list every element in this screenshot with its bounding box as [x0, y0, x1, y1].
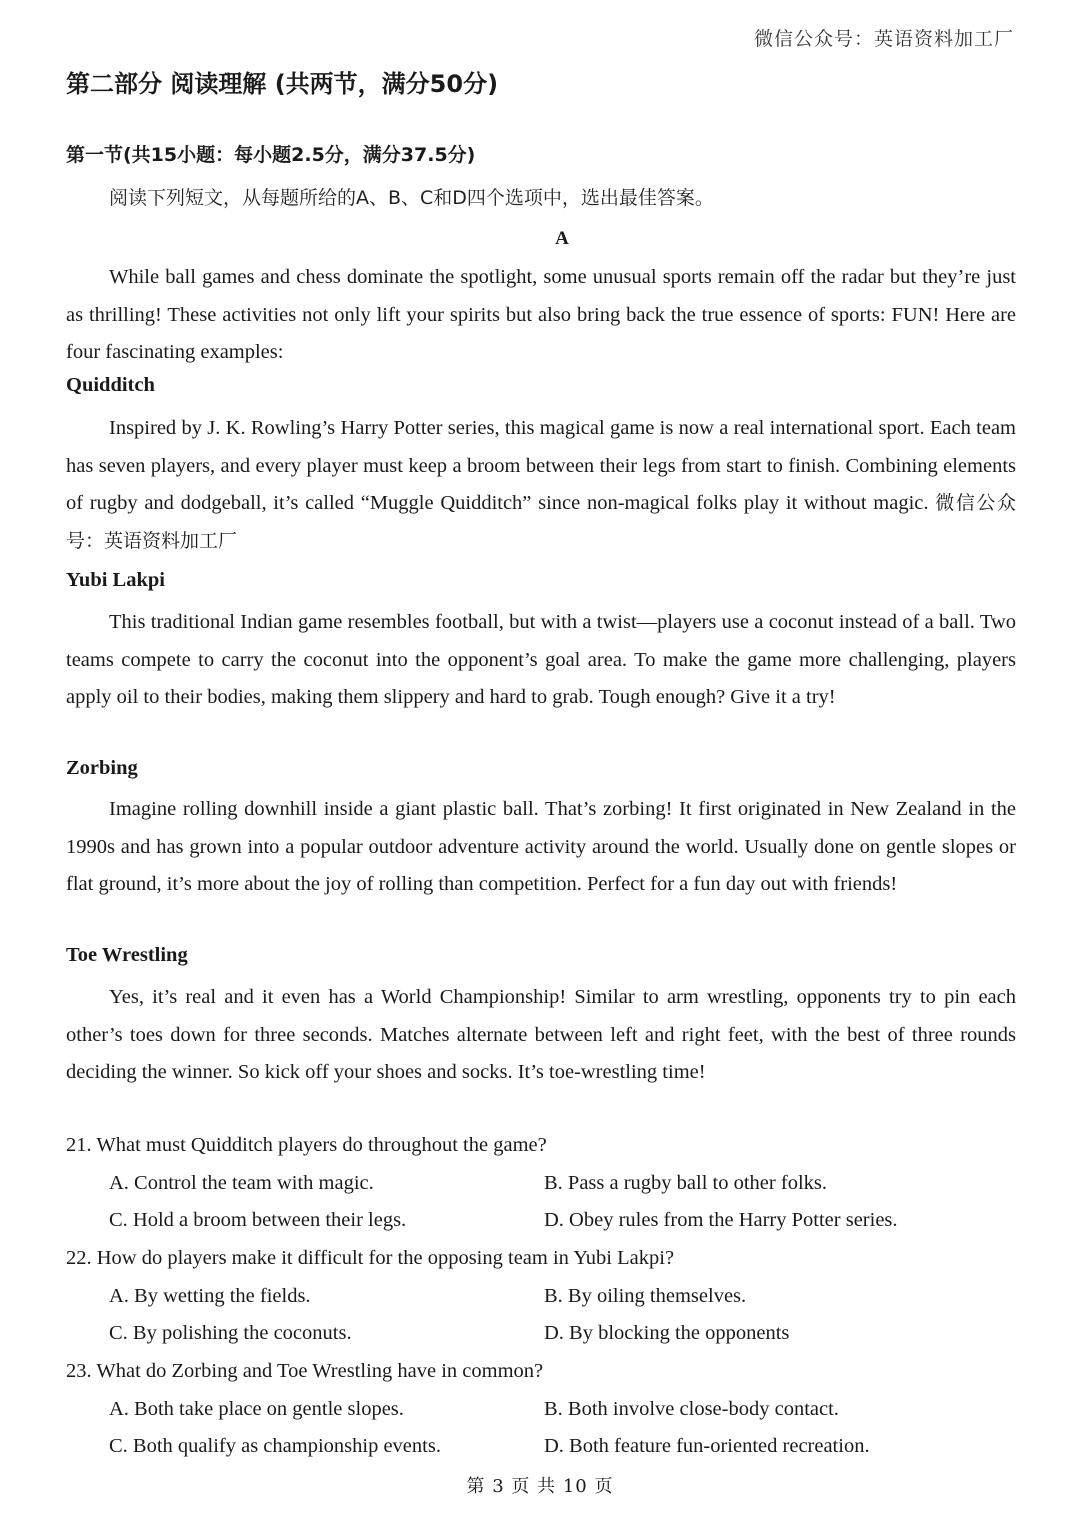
question-21-option-a: A. Control the team with magic.	[109, 1172, 374, 1194]
paragraph-quidditch-text: Inspired by J. K. Rowling’s Harry Potter series, this magical game is now a real international sport. Each team has seven players, and every player must keep a broom between their legs from start to finish. Combining elements of rugby and dodgeball, it’s called “Muggle Quidditch” since non-magical folks play it without magic.	[66, 417, 1016, 514]
question-23-option-b: B. Both involve close-body contact.	[544, 1398, 839, 1420]
instruction-text: 阅读下列短文，从每题所给的A、B、C和D四个选项中，选出最佳答案。	[109, 187, 714, 209]
header-watermark: 微信公众号：英语资料加工厂	[753, 28, 1014, 50]
question-21-option-c: C. Hold a broom between their legs.	[109, 1209, 407, 1231]
question-21-stem: 21. What must Quidditch players do throughout the game?	[66, 1134, 547, 1156]
heading-toe-wrestling: Toe Wrestling	[66, 944, 188, 966]
question-22-option-b: B. By oiling themselves.	[544, 1285, 747, 1307]
paragraph-zorbing: Imagine rolling downhill inside a giant plastic ball. That’s zorbing! It first originated in New Zealand in the 1990s and has grown into a popular outdoor adventure activity around the world. Usually done on gentle slopes or flat ground, it’s more about the joy of rolling than competition. Perfect for a fun day out with friends!	[66, 798, 1016, 895]
paragraph-toe-wrestling: Yes, it’s real and it even has a World Championship! Similar to arm wrestling, opponents try to pin each other’s toes down for three seconds. Matches alternate between left and right feet, with the best of three rounds deciding the winner. So kick off your shoes and socks. It’s toe-wrestling time!	[66, 986, 1016, 1083]
question-22-option-d: D. By blocking the opponents	[544, 1322, 790, 1344]
question-22-stem: 22. How do players make it difficult for the opposing team in Yubi Lakpi?	[66, 1247, 675, 1269]
heading-quidditch: Quidditch	[66, 374, 155, 396]
inline-watermark: 微信公众号：英语资料加工厂	[66, 492, 1016, 552]
question-23-option-c: C. Both qualify as championship events.	[109, 1435, 441, 1457]
passage-intro: While ball games and chess dominate the spotlight, some unusual sports remain off the radar but they’re just as thrilling! These activities not only lift your spirits but also bring back the true essence of sports: FUN! Here are four fascinating examples:	[66, 266, 1016, 363]
question-23-option-a: A. Both take place on gentle slopes.	[109, 1398, 404, 1420]
question-21-option-d: D. Obey rules from the Harry Potter series.	[544, 1209, 898, 1231]
heading-zorbing: Zorbing	[66, 757, 138, 779]
passage-label: A	[555, 228, 569, 249]
question-23-stem: 23. What do Zorbing and Toe Wrestling have in common?	[66, 1360, 544, 1382]
question-22-option-a: A. By wetting the fields.	[109, 1285, 311, 1307]
paragraph-yubi-lakpi: This traditional Indian game resembles football, but with a twist—players use a coconut instead of a ball. Two teams compete to carry the coconut into the opponent’s goal area. To make the game more challenging, players apply oil to their bodies, making them slippery and hard to grab. Tough enough? Give it a try!	[66, 611, 1016, 708]
question-22-option-c: C. By polishing the coconuts.	[109, 1322, 352, 1344]
part-title: 第二部分 阅读理解 (共两节，满分50分)	[66, 70, 499, 98]
question-23-option-d: D. Both feature fun-oriented recreation.	[544, 1435, 870, 1457]
section-title: 第一节(共15小题：每小题2.5分，满分37.5分)	[66, 144, 476, 166]
page-number: 第 3 页 共 10 页	[466, 1476, 614, 1497]
paragraph-quidditch	[66, 410, 1016, 560]
heading-yubi-lakpi: Yubi Lakpi	[66, 569, 165, 591]
question-21-option-b: B. Pass a rugby ball to other folks.	[544, 1172, 827, 1194]
